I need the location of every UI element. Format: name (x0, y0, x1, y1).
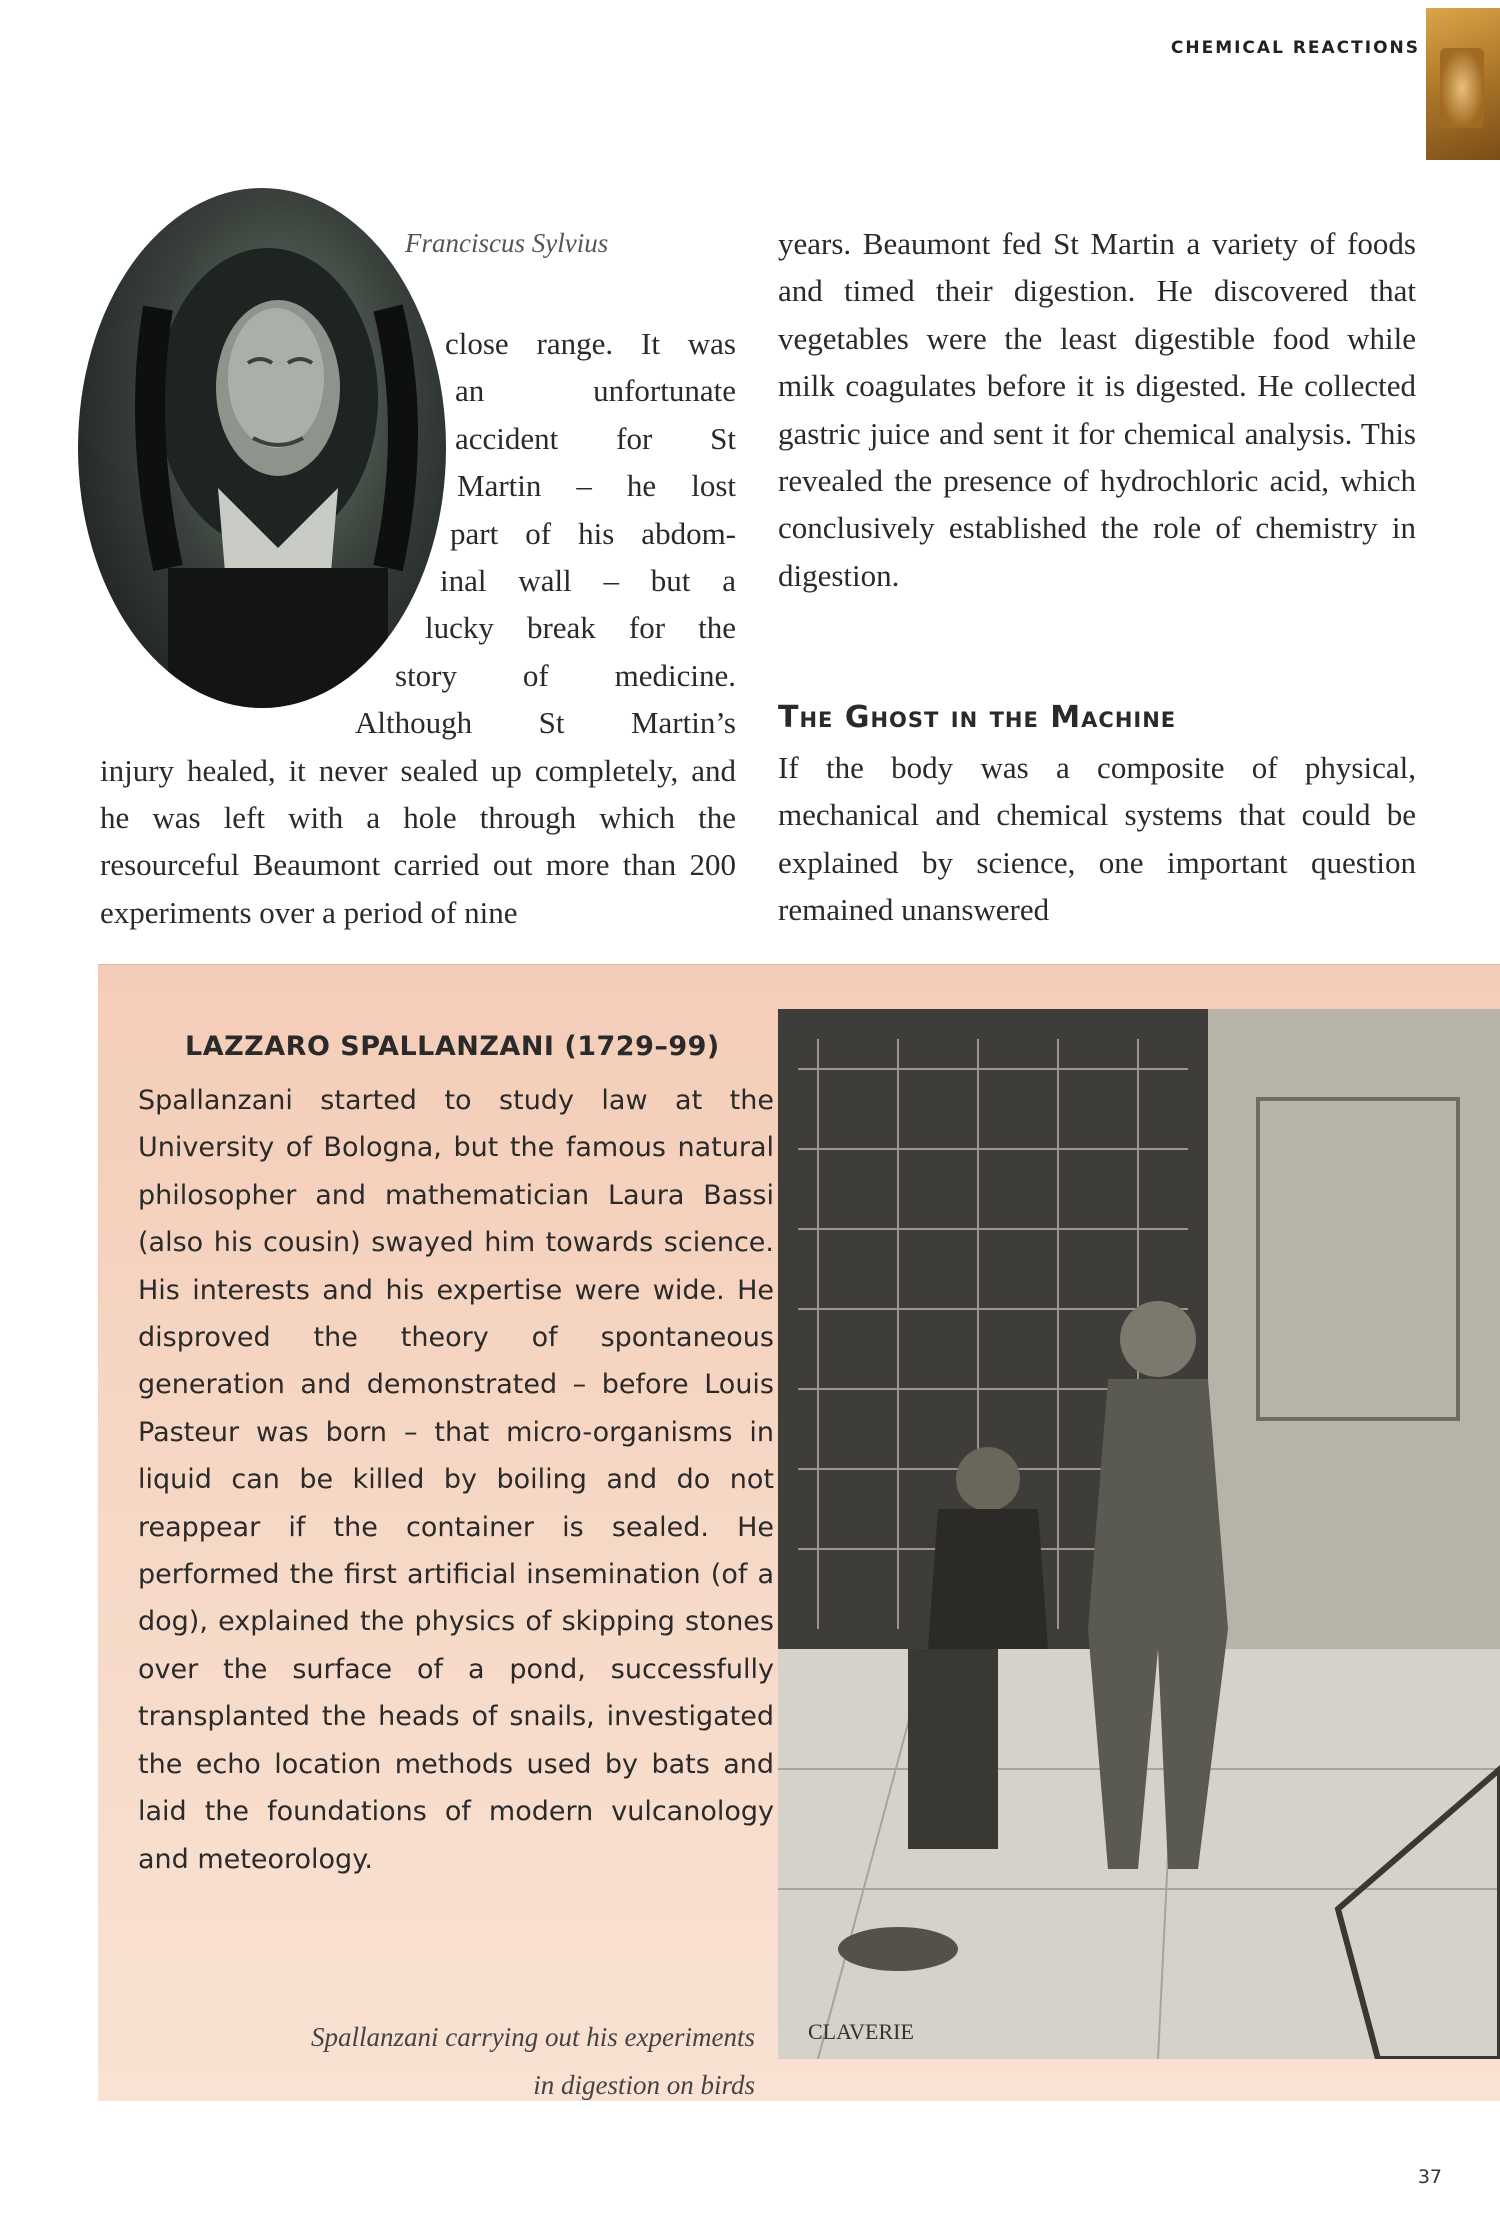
biography-sidebar (98, 964, 1500, 2101)
right-column-paragraph-2: If the body was a composite of physical, mechanical and chemical systems that could be explained by science, one important question remained unanswered (778, 750, 1416, 928)
spallanzani-engraving (778, 1009, 1500, 2059)
wrapped-line-8: story of medicine. (395, 657, 736, 693)
engraving-caption-line-1: Spallanzani carrying out his experiments (311, 2022, 755, 2052)
wrapped-line-7: lucky break for the (425, 610, 736, 646)
wrapped-line-9: Although St Martin’s (355, 705, 736, 741)
section-heading: The Ghost in the Machine (778, 700, 1177, 735)
left-column-paragraph: injury healed, it never sealed up completely, and he was left with a hole through which the resourceful Beaumont carried out more than 200 experiments over a period of nine (100, 752, 736, 930)
right-column-bottom (778, 744, 1416, 934)
header-thumbnail-tab (1426, 8, 1500, 160)
wrapped-line-3: accident for St (455, 420, 736, 456)
wrapped-line-1: close range. It was (445, 326, 736, 361)
engraving-signature: CLAVERIE (808, 2019, 914, 2044)
engraving-caption (195, 2013, 755, 2109)
portrait-caption: Franciscus Sylvius (405, 228, 609, 258)
right-column-paragraph: years. Beaumont fed St Martin a variety of foods and timed their digestion. He discovered that vegetables were the least digestible food while milk coagulates before it is digested. He collected gastric juice and sent it for chemical analysis. This revealed the presence of hydrochloric acid, which conclusively established the role of chemistry in digestion. (778, 226, 1416, 593)
right-column (778, 220, 1416, 599)
engraving-caption-line-2: in digestion on birds (533, 2070, 755, 2100)
page-number: 37 (1417, 2166, 1442, 2188)
running-header: CHEMICAL REACTIONS (1170, 38, 1420, 58)
wrapped-line-2: an unfortunate (455, 373, 736, 409)
wrapped-line-5: part of his abdom- (450, 515, 736, 551)
left-column (100, 320, 736, 936)
sidebar-title: LAZZARO SPALLANZANI (1729–99) (185, 1031, 720, 1062)
sidebar-body: Spallanzani started to study law at the University of Bologna, but the famous natural philosopher and mathematician Laura Bassi (also his cousin) swayed him towards science. His interests and his expertise were wide. He disproved the theory of spontaneous generation and demonstrated – before Louis Pasteur was born – that micro-organisms in liquid can be killed by boiling and do not reappear if the container is sealed. He performed the first artificial insemination (of a dog), explained the physics of skipping stones over the surface of a pond, successfully transplanted the heads of snails, investigated the echo location methods used by bats and laid the foundations of modern vulcanology and meteorology. (138, 1085, 774, 1875)
wrapped-line-6: inal wall – but a (440, 563, 736, 599)
wrapped-line-4: Martin – he lost (457, 468, 736, 504)
